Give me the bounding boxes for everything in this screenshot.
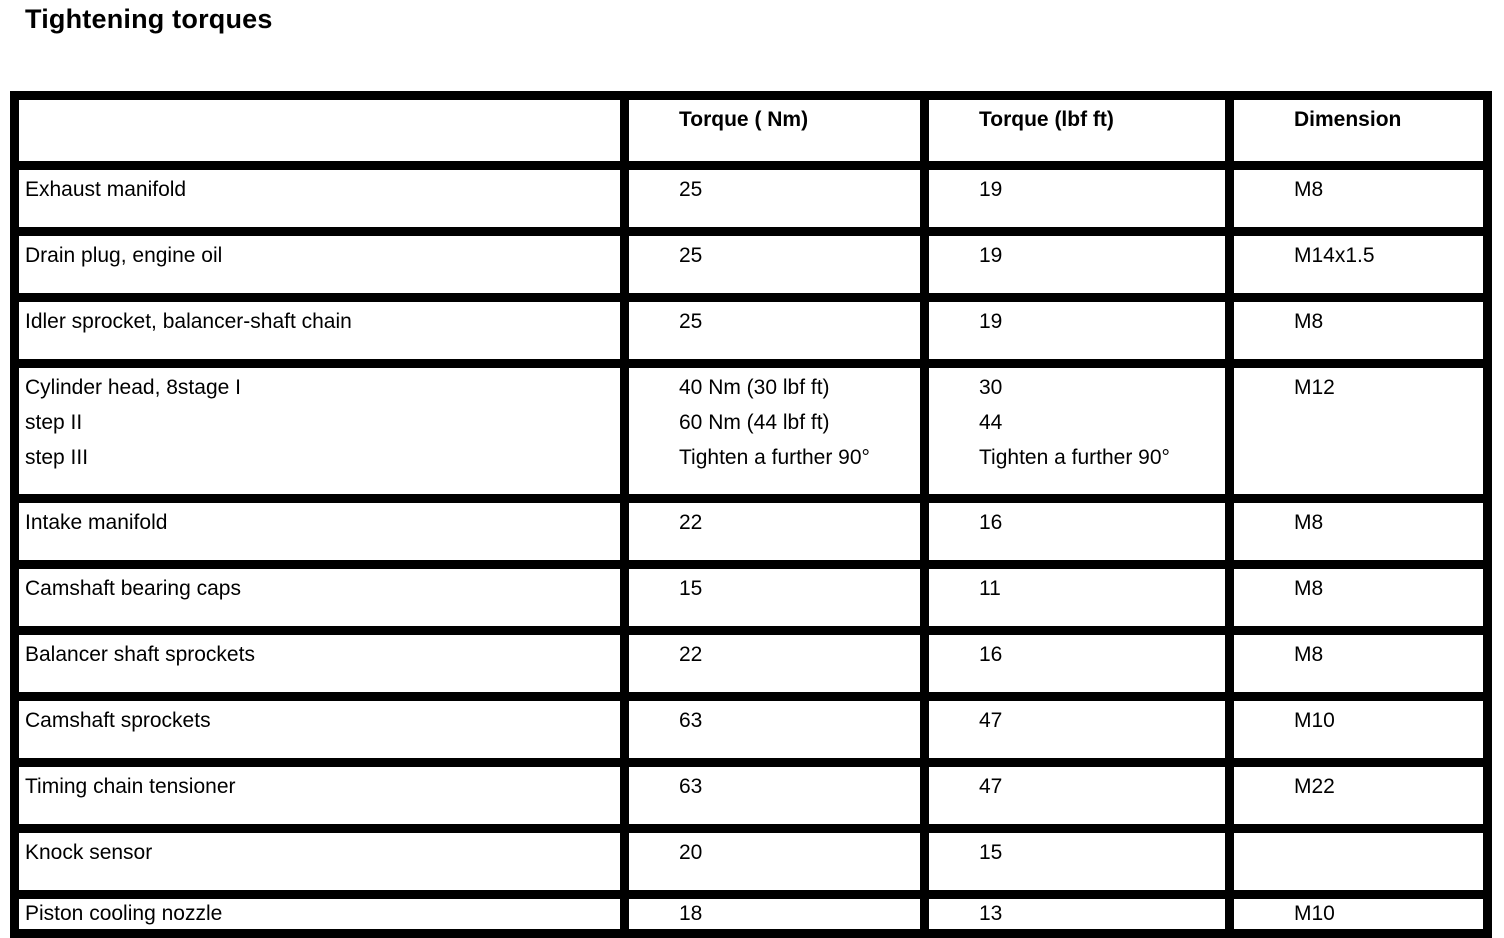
cell-torque-nm-line: 25	[679, 310, 703, 333]
cell-dimension-line: M14x1.5	[1294, 244, 1375, 267]
cell-part	[19, 833, 629, 899]
cell-torque-nm	[629, 569, 929, 635]
cell-torque-lbf-ft-line: 16	[979, 511, 1003, 534]
table-row	[19, 833, 1483, 899]
cell-torque-lbf-ft-line: 44	[979, 411, 1003, 434]
cell-part-line: Piston cooling nozzle	[25, 902, 223, 925]
cell-torque-nm-line: 18	[679, 902, 703, 925]
cell-torque-lbf-ft-line: Tighten a further 90°	[979, 446, 1170, 469]
cell-dimension-line: M8	[1294, 178, 1324, 201]
cell-part	[19, 368, 629, 503]
cell-torque-lbf-ft	[929, 569, 1234, 635]
cell-part	[19, 767, 629, 833]
cell-dimension	[1234, 503, 1483, 569]
cell-torque-lbf-ft-line: 11	[979, 577, 1001, 600]
cell-part	[19, 170, 629, 236]
cell-torque-nm	[629, 368, 929, 503]
cell-dimension	[1234, 899, 1483, 929]
cell-part	[19, 503, 629, 569]
cell-torque-lbf-ft	[929, 503, 1234, 569]
cell-dimension-line: M8	[1294, 310, 1324, 333]
cell-part-line: Balancer shaft sprockets	[25, 643, 255, 666]
cell-torque-lbf-ft-line: 16	[979, 643, 1003, 666]
table-row	[19, 569, 1483, 635]
header-torque-nm: Torque ( Nm)	[629, 100, 929, 170]
cell-torque-nm	[629, 302, 929, 368]
cell-dimension-line: M8	[1294, 577, 1324, 600]
table-row	[19, 503, 1483, 569]
cell-torque-lbf-ft	[929, 170, 1234, 236]
header-dimension: Dimension	[1234, 100, 1483, 170]
cell-part-line: Exhaust manifold	[25, 178, 187, 201]
cell-dimension	[1234, 701, 1483, 767]
cell-torque-nm	[629, 701, 929, 767]
cell-part-line: Knock sensor	[25, 841, 153, 864]
cell-torque-lbf-ft-line: 15	[979, 841, 1003, 864]
cell-torque-lbf-ft	[929, 701, 1234, 767]
table-row	[19, 701, 1483, 767]
cell-dimension	[1234, 170, 1483, 236]
cell-torque-lbf-ft	[929, 302, 1234, 368]
cell-dimension-line: M10	[1294, 902, 1335, 925]
cell-torque-nm-line: 60 Nm (44 lbf ft)	[679, 411, 830, 434]
cell-part	[19, 302, 629, 368]
cell-torque-nm-line: 25	[679, 178, 703, 201]
cell-torque-lbf-ft-line: 47	[979, 709, 1003, 732]
cell-part-line: step III	[25, 446, 89, 469]
cell-part-line: Cylinder head, 8stage I	[25, 376, 241, 399]
cell-dimension	[1234, 236, 1483, 302]
cell-part-line: Camshaft sprockets	[25, 709, 211, 732]
cell-part	[19, 569, 629, 635]
table-row	[19, 302, 1483, 368]
cell-part-line: Timing chain tensioner	[25, 775, 236, 798]
cell-torque-lbf-ft	[929, 899, 1234, 929]
page-title: Tightening torques	[25, 4, 273, 34]
cell-dimension-line: M10	[1294, 709, 1335, 732]
cell-torque-nm	[629, 899, 929, 929]
cell-dimension	[1234, 635, 1483, 701]
cell-torque-lbf-ft	[929, 767, 1234, 833]
cell-torque-lbf-ft-line: 19	[979, 178, 1003, 201]
cell-torque-nm	[629, 503, 929, 569]
cell-torque-nm	[629, 170, 929, 236]
cell-dimension	[1234, 302, 1483, 368]
cell-part	[19, 701, 629, 767]
cell-torque-lbf-ft	[929, 368, 1234, 503]
cell-part	[19, 635, 629, 701]
cell-torque-nm-line: 40 Nm (30 lbf ft)	[679, 376, 830, 399]
cell-torque-nm-line: 25	[679, 244, 703, 267]
cell-dimension	[1234, 368, 1483, 503]
cell-part-line: Camshaft bearing caps	[25, 577, 241, 600]
cell-torque-lbf-ft-line: 13	[979, 902, 1003, 925]
cell-torque-nm-line: 15	[679, 577, 703, 600]
cell-torque-lbf-ft	[929, 236, 1234, 302]
cell-torque-nm	[629, 833, 929, 899]
cell-torque-lbf-ft-line: 19	[979, 244, 1003, 267]
cell-dimension-line: M22	[1294, 775, 1335, 798]
table-row	[19, 767, 1483, 833]
cell-part	[19, 899, 629, 929]
cell-torque-nm	[629, 767, 929, 833]
table-row	[19, 368, 1483, 503]
cell-torque-nm-line: Tighten a further 90°	[679, 446, 870, 469]
cell-part-line: Intake manifold	[25, 511, 168, 534]
cell-dimension	[1234, 833, 1483, 899]
cell-torque-nm	[629, 635, 929, 701]
header-part	[19, 100, 629, 170]
cell-torque-nm	[629, 236, 929, 302]
cell-dimension-line: M8	[1294, 643, 1324, 666]
table-header-row	[19, 100, 1483, 170]
cell-torque-nm-line: 63	[679, 775, 703, 798]
cell-torque-lbf-ft-line: 30	[979, 376, 1003, 399]
cell-torque-lbf-ft-line: 47	[979, 775, 1003, 798]
cell-part-line: step II	[25, 411, 83, 434]
cell-torque-nm-line: 22	[679, 643, 703, 666]
cell-part	[19, 236, 629, 302]
table-row	[19, 236, 1483, 302]
table-row	[19, 635, 1483, 701]
cell-dimension	[1234, 569, 1483, 635]
cell-torque-nm-line: 20	[679, 841, 703, 864]
cell-part-line: Idler sprocket, balancer-shaft chain	[25, 310, 352, 333]
cell-dimension-line: M8	[1294, 511, 1324, 534]
table-row	[19, 899, 1483, 929]
torque-table	[10, 91, 1492, 938]
cell-torque-nm-line: 22	[679, 511, 703, 534]
cell-torque-nm-line: 63	[679, 709, 703, 732]
cell-dimension	[1234, 767, 1483, 833]
header-torque-lbf-ft: Torque (lbf ft)	[929, 100, 1234, 170]
cell-dimension-line: M12	[1294, 376, 1335, 399]
cell-torque-lbf-ft	[929, 833, 1234, 899]
cell-part-line: Drain plug, engine oil	[25, 244, 223, 267]
table-row	[19, 170, 1483, 236]
cell-torque-lbf-ft-line: 19	[979, 310, 1003, 333]
cell-torque-lbf-ft	[929, 635, 1234, 701]
